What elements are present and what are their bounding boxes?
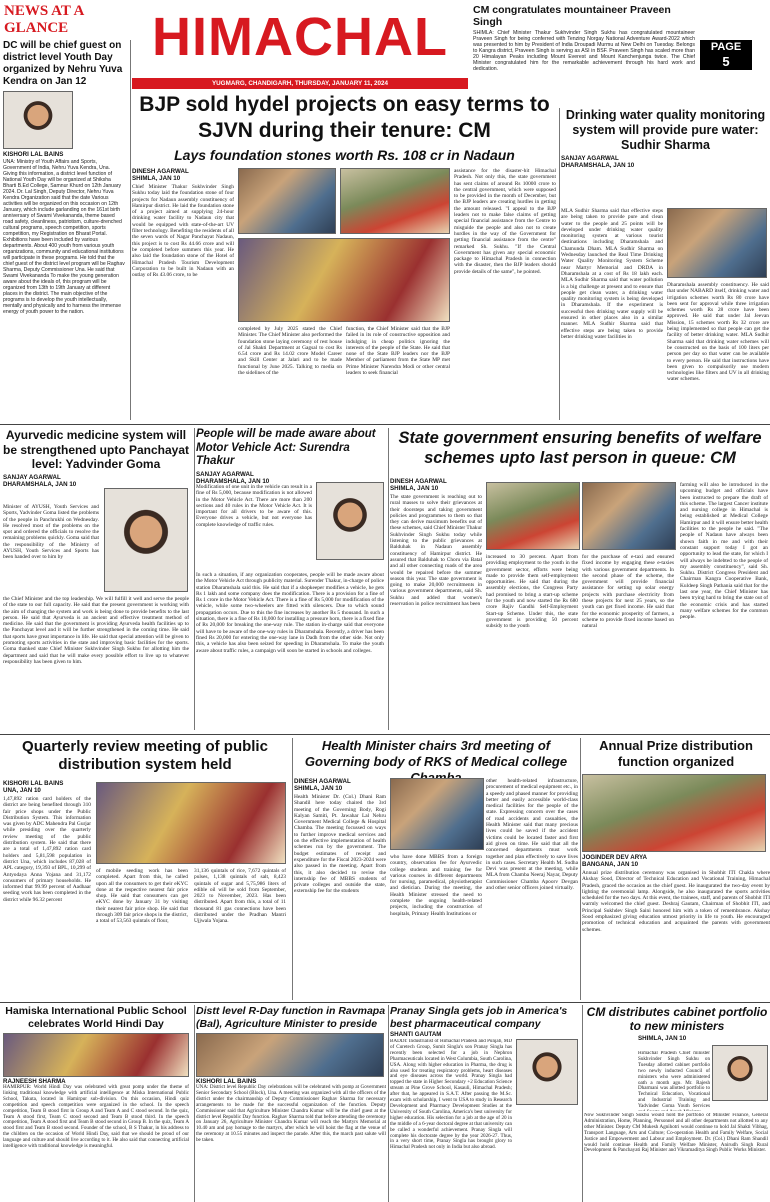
top-brief-headline: CM congratulates mountaineer Praveen Singh	[473, 4, 671, 28]
cabinet-photo	[712, 1045, 768, 1101]
pranay-body: BADDI: Industrialist of Himachal Pradesh and Punjab, MD of Curetech Group, Sumit Singla's son Pranay Singla has recently been selected for a job in Nephron Pharmaceuticals located in West Columbia, South Carolina, USA. Along with higher education in Pharma, the drug is also used for treating respiratory problems, heart diseases and eye diseases across the world. Pranay Singla had topped the state in Higher Secondary +2 Education Science stream at Pine Grove School, Kasauli, Himachal Pradesh; after that, he appeared in S.A.T. After passing the M.Sc. exam with scholarship, I went to USA to study in Research Development and Pharmacy Development Studies at the University of South Carolina, America's best university for higher education. His selection for a job at the age of 20 in the middle of a 6-year doctoral degree at that university can be called a wonderful achievement. Pranay Singla will complete his doctorate degree by the year 2026-27. Thus, in a very short time, Pranay Singla has brought glory to Himachal Pradesh not only in India but also abroad.	[390, 1039, 512, 1151]
ayurvedic-headline: Ayurvedic medicine system will be strengthened upto Panchayat level: Yadvinder Goma	[2, 428, 190, 471]
sidebar-photo	[3, 91, 73, 149]
cabinet-body-2: Now Sukhvinder Singh Sukhu would hold the portfolio of Minister Finance, General Administration, Home, Planning, Personnel and all other departments not allotted to any other Minister. Deputy CM Mukesh Agnihotri would continue to hold Jal Shakti Vibhag, Transport Language, Arts and Culture; Co-operation Health and Family Welfare, Social Justice and Empowerment and Labour and Employment. Dr. (Col.) Dhani Ram Shandil would hold continue Health and Family Welfare Minister, Anirudh Singh Rural Development & Panchayati Raj Minister and Vikramaditya Singh Public Works Minister.	[584, 1113, 768, 1154]
news-at-a-glance-label	[0, 0, 128, 40]
dateline-text: YUGMARG, CHANDIGARH, THURSDAY, JANUARY 11, 2024	[211, 80, 389, 87]
lead-story	[132, 92, 557, 422]
ayurvedic-body-1: Minister of AYUSH, Youth Services and Sports, Yadvinder Goma listed the problems of the people in Panchrukhi on Wednesday. He resolved most of the problems on the spot and ordered the officials to resolve the remaining problems quickly. Goma said that the responsibility of the Ministry of AYUSH, Youth Services and Sports has been handed over to him by	[3, 504, 99, 561]
hamiska-headline: Hamiska International Public School celebrates World Hindi Day	[5, 1005, 187, 1030]
quarterly-byline: KISHORI LAL BAINS	[3, 780, 64, 787]
lead-subhead: Lays foundation stones worth Rs. 108 cr in Nadaun	[174, 147, 515, 163]
ayurvedic-body-2: the Chief Minister and the top leadership. We will fulfill it well and serve the people of the state to our full capacity. He said that the present government is working with the aim of changing the system and work is being done to provide benefits to the last person. He said that Ayurveda is an ancient and effective treatment method of medicine. He said that the government is providing Ayurveda health facilities up to the Panchayat level and it will be further strengthened in the coming time. He said that sports have great importance in life. He said that special attention will be given to promoting sports activities in the state and improving basic facilities for the sports. Goma thanked state Chief Minister Sukhvinder Singh Sukhu for allotting him the department and said that he will make every possible effort to live up to whatever responsibility has been given to him.	[3, 596, 189, 665]
water-photo	[667, 208, 767, 278]
lead-byline: DINESH AGARWAL	[132, 168, 189, 175]
rks-byline-place: SHIMLA, JAN 10	[294, 785, 343, 792]
vehicle-byline-place: DHARAMSHALA, JAN 10	[196, 477, 270, 485]
masthead-title-block	[132, 2, 468, 76]
rday-story	[196, 1005, 386, 1202]
ayurvedic-byline: SANJAY AGARWAL	[3, 473, 61, 481]
vehicle-photo	[316, 482, 384, 560]
welfare-byline: DINESH AGARWAL	[390, 478, 447, 485]
hamiska-body: HAMIRPUR: World Hindi Day was celebrated with great pomp under the theme of linking traditional knowledge with artificial intelligence at Miska International Public School, Takuta, located in Hamirpur sub-division. On this occasion, Hindi quiz competition and speech competition were organized in the school. In the speech competition, Team B stood first in Group A and Team A and C stood second. In the quiz, Team A stood first, Team C stood second and Team B stood third. In the speech competition, Team A stood first and Team B stood second in Group B. In the quiz, Team A stood first and Team B stood second. Founder of the school, B S Thakur, in his address to the children on the occasion of World Hindi Day, said that we should be proud of our language and culture and should live according to it. He also said that connecting artificial intelligence with traditional knowledge is meaningful.	[3, 1084, 189, 1150]
rks-headline: Health Minister chairs 3rd meeting of Governing body of RKS of Medical college	[304, 738, 568, 769]
lead-byline-place: SHIMLA, JAN 10	[132, 175, 181, 182]
welfare-col1: The state government is reaching out to rural masses to solve their grievances at their doorsteps and taking government policies and programmes to them so that they can derive maximum benefits out of these schemes, said Chief Minister Thakur Sukhvinder Singh Sukhu today while listening to the public grievances at Balduhak in Nadaun assembly constituency of Hamirpur district. He assured that Balduhak to Choru via Batal and all other connecting roads of the area would be repaired before the summer season this year. The state government is going to make 20,000 recruitments in various government departments, said Sh. Sukhu and added that women's reservation in police recruitment has been	[390, 494, 482, 608]
rks-story	[294, 738, 578, 1000]
rks-photo	[390, 778, 484, 850]
annual-photo	[582, 774, 766, 852]
rday-headline: Distt level R-Day function in Ravmapa (Bal), Agriculture Minister to preside	[196, 1005, 386, 1030]
page-badge	[700, 40, 752, 70]
lead-photo-3	[238, 238, 450, 322]
vehicle-body-2: In such a situation, if any organization cooperates, people will be made aware about the Motor Vehicle Act through publicity material. Surender Thakur, in-charge of police station Dharamshala said this. He said that if a shopkeeper modifies a vehicle, he gets Rs 1 lakh and some company does the modification. There is a provision for a fine of Rs 1 crore in the Motor Vehicle Act. There is a fine of Rs 5,000 for modification of the vehicle, while some two-wheelers are fitted with silencers. Due to which sound propagation occurs. Due to this the fine increases by another Rs 5 thousand. In such a situation, there is a fine of Rs 10,000 for installing a pressure horn, there is a fixed fine of Rs 20,000 for breaking the one-way rule. The station in-charge said that everyone will have to be aware of the one-way rules in Dharamshala. Recently, a driver has been fined Rs 20,000 for entering the one-way lane in Dadh from the other side. Not only this, a vehicle has also been seized for speeding in Dharamshala. To make the youth aware about traffic rules, a campaign will soon be started in schools and colleges.	[196, 572, 384, 654]
vehicle-body-1: Modification of one unit in the vehicle can result in a fine of Rs 5,000, because modification is not allowed in the Motor Vehicle Act. There are more than 200 sections and 40 rules in the Motor Vehicle Act. It is important for all drivers to be aware of this. Everyone drives a vehicle, but not everyone has complete knowledge of traffic rules.	[196, 484, 312, 528]
lead-photo-2	[340, 168, 450, 234]
rday-photo	[196, 1033, 384, 1077]
annual-story	[582, 738, 770, 1000]
lead-col1: Chief Minister Thakur Sukhvinder Singh Sukhu today laid the foundation stone of four projects for Nadaun assembly constituency of Hamirpur district. He laid the foundation stone of a project aimed at supplying 24-hour drinking water facility to Nadaun city that would be equipped with state-of-the-art UV filter technology. Benefiting the residents of all the seven wards of Nagar Panchayat Nadaun, this project is to cost Rs 44.66 crore and will be completed before summers this year. He also laid the foundation stone of the Hotel of Himachal Pradesh Tourism Development Corporation to be built in Nadaun with an outlay of Rs 43.06 crore, to be	[132, 184, 234, 279]
sidebar-byline: KISHORI LAL BAINS	[3, 151, 64, 158]
annual-byline: JOGINDER DEV ARYA	[582, 854, 647, 861]
vehicle-story	[196, 428, 386, 730]
welfare-headline: State government ensuring benefits of welfare schemes upto last person in queue: CM	[398, 429, 762, 467]
sidebar	[0, 40, 128, 420]
annual-body: Annual prize distribution ceremony was organised in Shobhit ITI Chakla where Akshay Sood, Director of Technical Education and Vocational Training, Himachal Pradesh, graced the occasion as the chief guest. He inaugurated the two-day event by lighting the ceremonial lamp. Alongside, he also inaugurated the sports activities scheduled for the two days. At this event, the trainees, staff, and parents of Shobhit ITI warmly welcomed the chief guest. Deshraj Gautam, Chairman of Shobhit ITI, and Principal Sukhdev Singh Saini honored him with a token of remembrance. Akshay Sood emphasized giving education utmost priority in life to youth. He encouraged promotion of technical education and acquainted the parents with government schemes.	[582, 870, 770, 933]
water-byline-place: DHARAMSHALA, JAN 10	[561, 162, 635, 169]
news-label: NEWS AT A GLANCE	[4, 3, 84, 36]
welfare-photo-2	[582, 482, 676, 550]
ayurvedic-photo	[104, 488, 188, 592]
water-body: MLA Sudhir Sharma said that effective steps are being taken to provide pure and clean water to the people and 25 points will be developed under drinking water quality monitoring system at various tourist destinations including Dharamshala and Chamunda Dham. MLA Sudhir Sharma on Wednesday launched the Real Time Drinking Water Quality Monitoring System Scheme near Martyr Memorial and DRDA in Dharamshala at a cost of Rs 18 lakh each. MLA Sudhir Sharma said that water pollution is a big challenge at present and to ensure that people get clean water, a drinking water quality monitoring system is being developed in Dharamshala. If the experiment is successful then drinking water supply will be ensured in other places also in a similar manner. MLA Sudhir Sharma said that effective steps are being taken to provide better drinking water facilities in	[561, 208, 663, 340]
rday-body: UNA: District level Republic Day celebrations will be celebrated with pomp at Government Senior Secondary School (Block), Una. A meeting was organized with all the officers of the district under the chairmanship of Deputy Commissioner Raghav Sharma for necessary arrangements to be made for the successful organization of the function. Deputy Commissioner said that Agriculture Minister Chandra Kumar will be the chief guest at the district level Republic Day function. Raghav Sharma told that before attending the ceremony on January 26, Agriculture Minister Chandra Kumar will reach the Martyrs Memorial at 10.40 am and pay homage to the martyrs, after which he will hoist the flag at the venue of the ceremony at 10.55 minutes and inspect the parade. After this, the march past salute will be taken.	[196, 1084, 386, 1144]
annual-byline-place: BANGANA, JAN 10	[582, 861, 639, 868]
page-number: 5	[722, 54, 730, 69]
top-brief-body: SHIMLA: Chief Minister Thakur Sukhvinder Singh Sukhu has congratulated mountaineer Praveen Singh for being conferred with Tenzing Norgay National Adventure Award-2022 which was presented to him by President of India Droupadi Murmu at New Delhi on Tuesday. Belongs to Kangra district, Praveen Singh is serving as ASI in BSF. Praveen Singh has scaled more than 20 Himalayan Peaks including Mount Everest and Mount Kanchenjunga twice. The Chief Minister congratulated him for the remarkable achievement through his hard work and dedication.	[473, 30, 695, 72]
rks-byline: DINESH AGARWAL	[294, 778, 351, 785]
vehicle-headline: People will be made aware about Motor Vehicle Act: Surendra Thakur	[196, 428, 376, 467]
rks-col2: who have done MBBS from a foreign country, observation fee for Ayurvedic college students and training fee for various courses in different departments for nursing, paramedical, physiotherapist and dietician. During the meeting, the Health Minister stressed the need to complete the ongoing health-related projects, including the construction of hospitals, Primary Health Institutions or	[390, 854, 482, 917]
dateline	[132, 78, 468, 89]
hamiska-photo	[3, 1033, 189, 1077]
pranay-byline: SHANTI GAUTAM	[390, 1031, 442, 1038]
quarterly-photo	[96, 782, 286, 864]
welfare-col3: for the purchase of e-taxi and ensured fixed income by engaging these e-taxies with various government departments. In the second phase of the scheme, the government will provide financial assistance for setting up solar energy projects with purchase electricity from these projects for next 25 years, so the youth can get fixed income. He said that for the economic prosperity of farmers, a scheme to provide fixed income based on natural	[582, 554, 674, 630]
welfare-col2: increased to 30 percent. Apart from providing employment to the youth in the government sector, efforts were being made to provide them self-employment opportunities. He said that during the assembly elections, the Congress Party had promised to bring a start-up scheme for the youth and now started the Rs 680 crore Rajiv Gandhi Self-Employment Start-up Scheme. Under this, the state government is providing 50 percent subsidy to the youth	[486, 554, 578, 630]
page-label: PAGE	[710, 41, 742, 53]
quarterly-col2: of mobile seeding work has been completed. Apart from this, he called upon all the consumers to get their eKYC done at the respective nearest fair price shop. He said that consumers can get eKYC done by January 31 by visiting their nearest fair price shop. He said that through 309 fair price shops in the district, a total of 53,563 quintals of flour,	[96, 868, 188, 925]
welfare-col4: farming will also be introduced in the upcoming budget and officials have been instructed to prepare the draft of this scheme. The largest Cancer institute and nursing college in Himachal is being established at Medical College Hamirpur and it will ensure better health facilities to the people he said. "The people of Nadaun have always been shown faith in me and with their constant support today I got an opportunity to lead the state, for which I will always be indebted to the people of my assembly constituency", said Sh. Sukhu. District Congress President and Chairman Kangra Cooperative Bank, Kuldeep Singh Pathania said that for the last one year, the Chief Minister has been trying hard to bring the state out of the economic crisis and has started many welfare schemes for the common people.	[680, 482, 768, 621]
quarterly-story	[0, 738, 290, 998]
pranay-photo	[516, 1039, 578, 1105]
quarterly-col1: 1,47,892 ration card holders of the district are being benefited through 310 fair price shops under the Public Distribution System. This information was given by ADC Mahendra Pal Gurjar while presiding over the quarterly review meeting of the public distribution system. He said that there are a total of 1,47,892 ration card holders and 5,81,598 population in district Una, which includes 87,028 of APL category, 19,393 of BPL, 10,299 of Antyodaya Anna Yojana and 31,172 consumers of primary households. He informed that 99.99 percent of Aadhaar seeding work has been completed in the district while 96.32 percent	[3, 796, 91, 903]
ayurvedic-story	[0, 428, 192, 730]
pranay-story	[390, 1005, 580, 1202]
lead-col4: assistance for the disaster-hit Himachal Pradesh. Not only this, the state government has sent claims of around Rs 10000 crore to the central government, which were supposed to be provided in the month of December, but the BJP leaders are creating hurdles in getting the amount released. "I appeal to the BJP leaders not to make false claims of getting special financial assistance from the Centre to misguide the people and also not to create hurdles in the way of the Government for getting financial assistance from the centre" remarked Sh. Sukhu. "If the Central Government has given any special economic package to Himachal Pradesh in connection with the disaster, then the BJP leaders should provide details of the same", he pointed.	[454, 168, 556, 275]
rks-col1: Health Minister Dr. (Col.) Dhani Ram Shandil here today chaired the 3rd meeting of the Governing Body, Rogi Kalyan Samiti, Pt. Jawahar Lal Nehru Government Medical College & Hospital Chamba. The meeting focussed on ways to further improve medical services and on the effective implementation of health schemes run by the government. The budget estimates of receipt and expenditure for the Fiscal 2023-2024 were also passed in the meeting. Apart from this, it also decided to revise the internship fee of MBBS students of private colleges and outside the state, externship fee for the students	[294, 794, 386, 895]
quarterly-col3: 31,136 quintals of rice, 7,672 quintals of pulses, 1,138 quintals of salt, 8,423 quintals of sugar and 5,75,986 liters of edible oil will be sold from September, 2023 to November, 2023. Has been distributed. Apart from this, a total of 11 thousand 81 gas connections have been distributed under the Pradhan Mantri Ujjwala Yojana.	[194, 868, 286, 925]
lead-photo-1	[238, 168, 336, 234]
cabinet-story	[584, 1005, 770, 1202]
water-body-2: Dharamshala assembly constituency. He said that under NABARD itself, drinking water and irrigation schemes worth Rs 80 crore have been sent for approval while three irrigation schemes worth Rs 28 crore have been approved. He said that under Jal Jeevan Mission, 15 schemes worth Rs 32 crore are being implemented so that people can get the facility of better drinking water. MLA Sudhir Sharma said that drinking water schemes will be constructed on the basis of 100 liters per person per day so that water can be available to every person. He said that instructions have been given to compulsorily use modern technologies like filters and UV in all drinking water schemes.	[667, 282, 769, 383]
rday-byline: KISHORI LAL BAINS	[196, 1078, 257, 1085]
quarterly-byline-place: UNA, JAN 10	[3, 787, 41, 794]
vehicle-byline: SANJAY AGARWAL	[196, 470, 254, 478]
cabinet-byline-place: SHIMLA, JAN 10	[638, 1035, 687, 1042]
water-headline: Drinking water quality monitoring system will provide pure water: Sudhir Sharma	[565, 108, 766, 152]
cabinet-body-1: Himachal Pradesh Chief minister Sukhvinder Singh Sukhu on Tuesday allotted cabinet portfolio two newly inducted Council of ministers who were administered oath a month ago. Mr. Rajesh Dharmani was allotted portfolio to Technical Education, Vocational and Industrial Training and Yadvinder Goma Youth Services	[638, 1051, 710, 1110]
hamiska-byline: RAJNEESH SHARMA	[3, 1078, 66, 1085]
pranay-headline: Pranay Singla gets job in America's best pharmaceutical company	[390, 1005, 568, 1030]
cabinet-headline: CM distributes cabinet portfolio to new ministers	[586, 1005, 768, 1033]
welfare-story	[390, 428, 770, 730]
sidebar-body: UNA: Ministry of Youth Affairs and Sports, Government of India, Nehru Yuva Kendra, Una. Giving this information, a district level function of National Youth Day will be organized at Shiksha Bharti B.Ed College, Samnur Khurd on 12th January 2024. Dr. Lal Singh, Deputy Director, Nehru Yuva Kendra Organization said that the date Various activities will be organized on this occasion on 12th January, which include garlanding on the 161st birth anniversary of Swami Vivekananda, theme based road safety, cleanliness, patriotism, culture-drenched cultural programs, speech competition, sports competition, my Registration on Bharat Portal. Exhibitions have been included by various departments. About 400 youth from various youth organizations, community and educational institutions will participate in these programs. He told that the chief guest of the district level program will be Raghav Sharma, Deputy Commissioner Una. He said that Swami Vivekananda To make the young generation aware about the ideals of, this program will be organized from 13th to 19th January at different places in the district. The main objective of the programs is to develop the youth intellectually, mentally and physically and to harness the immense energy of youth power to the nation.	[3, 159, 125, 315]
hamiska-story	[0, 1005, 192, 1202]
top-brief	[473, 4, 695, 104]
lead-col2: completed by July 2025 stated the Chief Minister. The Chief Minister also performed the foundation stone laying ceremony of rest house of Jal Shakti Department at Gagsal to cost Rs 6.54 crore and Rs 14.02 crore Model Career and Skill Center at Jalari and to be made functional by June 2025. Talking to media on the sidelines of the	[238, 326, 342, 377]
water-byline: SANJAY AGARWAL	[561, 155, 619, 162]
lead-col3: function, the Chief Minister said that the BJP failed in its role of constructive opposition and indulging in cheap politics ignoring the interests of the people of the State. He said that none of the State BJP leaders nor the BJP Member of parliament from the State MP met Prime Minister Narendra Modi or other central leaders to seek financial	[346, 326, 450, 377]
lead-headline: BJP sold hydel projects on easy terms to SJVN during their tenure: CM	[139, 93, 550, 142]
sidebar-headline: DC will be chief guest on district level Youth Day organized by Nehru Yuva Kendra on Jan 12	[3, 40, 123, 87]
welfare-byline-place: SHIMLA, JAN 10	[390, 485, 439, 492]
masthead-title: HIMACHAL	[152, 7, 448, 67]
welfare-photo-1	[486, 482, 580, 550]
quarterly-headline: Quarterly review meeting of public distribution system held	[22, 738, 268, 773]
water-story	[561, 108, 770, 420]
ayurvedic-byline-place: DHARAMSHALA, JAN 10	[3, 480, 77, 488]
annual-headline: Annual Prize distribution function organized	[599, 738, 753, 769]
rks-col3: other health-related infrastructure, procurement of medical equipment etc., in a speedy and phased manner for providing better and easily accessible world-class medical facilities for the people of the state. Expressing concern over the cases of road accidents and casualties, the Health Minister said that many precious lives could be saved if the accident victims could be located faster and first aid given on time. He said that all the concerned departments must work together and plan effectively to save lives in such cases. Secretary Health M. Sudha Devi was present at the meeting, while MLA from Chamba Neeraj Nayar, Deputy Commissioner Chamba Apoorv Devgan and other senior officers joined virtually.	[486, 778, 578, 892]
